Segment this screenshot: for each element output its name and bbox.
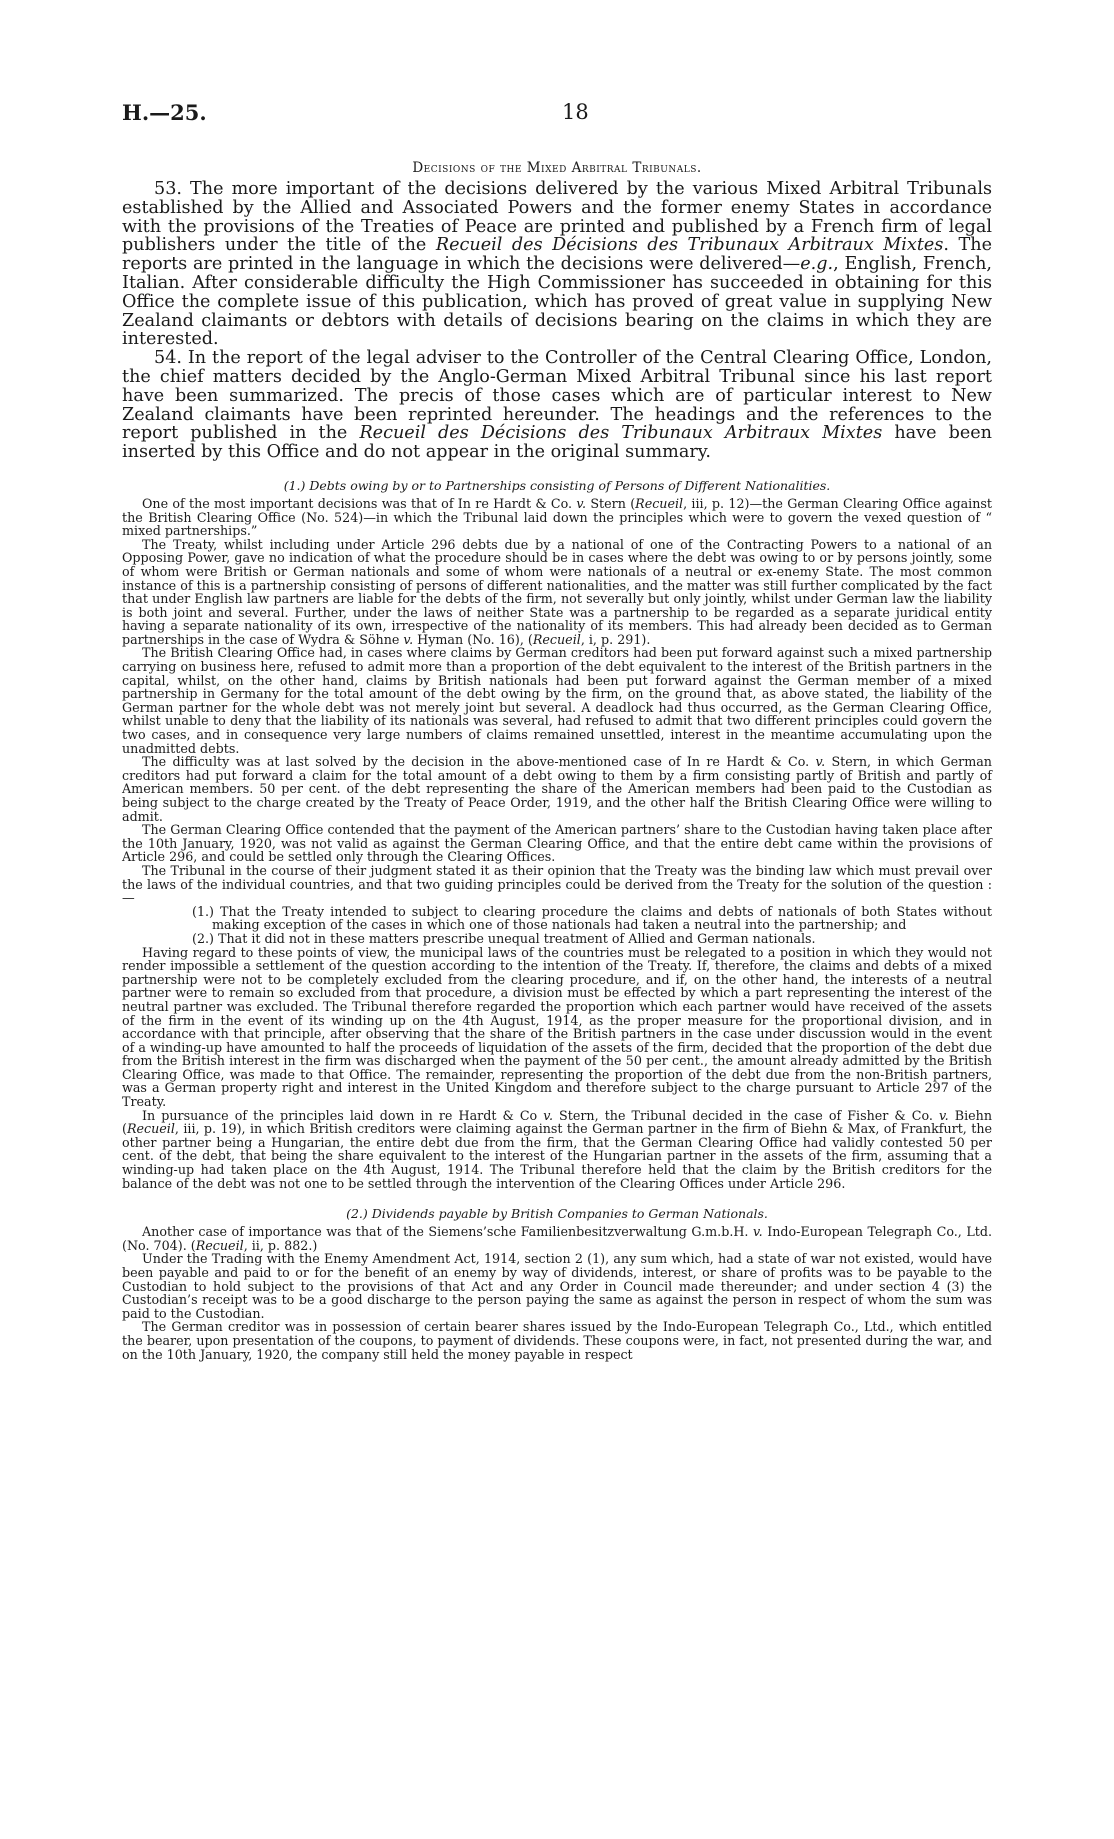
- paragraph-54: [122, 349, 992, 462]
- italic-text: v.: [543, 1107, 553, 1123]
- text-run: Indo-European Telegraph Co., Ltd. (No. 704). (: [122, 1224, 993, 1253]
- italic-text: v.: [939, 1107, 949, 1123]
- list-item: (2.) That it did not in these matters prescribe unequal treatment of Allied and German nationals.: [192, 930, 816, 946]
- paragraph: [122, 538, 992, 647]
- text-run: Another case of importance was that of the Siemens’sche Familienbesitzverwaltung G.m.b.H.: [142, 1224, 753, 1240]
- subsection-1-heading: (1.) Debts owing by or to Partnerships consisting of Persons of Different Nationalities.: [283, 477, 831, 493]
- text-run: , iii, p. 12)—the German Clearing Office against the British Clearing Office (No. 524)—in which the Tribunal laid down the principles which were to govern the vexed question of “ mixed partnerships.”: [122, 495, 992, 539]
- page-number: 18: [562, 100, 589, 124]
- text-run: Under the Trading with the Enemy Amendment Act, 1914, section 2 (1), any sum which, had a state of war not existed, would have been payable and paid to or for the benefit of an enemy by way of dividends, interest, or share of profits was to be payable to the Custodian to hold subject to the provisions of that Act and any Order in Council made thereunder; and under section 4 (3) the Custodian’s receipt was to be a good discharge to the person paying the same as against the person in respect of whom the sum was paid to the Custodian.: [122, 1251, 992, 1321]
- paragraph: [122, 864, 992, 905]
- intro-paragraphs: [122, 180, 992, 462]
- italic-text: v.: [403, 631, 414, 647]
- italic-text: Recueil: [195, 1237, 244, 1253]
- italic-text: Recueil des Décisions des Tribunaux Arbitraux Mixtes: [359, 423, 883, 444]
- text-run: The German creditor was in possession of certain bearer shares issued by the Indo-European Telegraph Co., Ltd., which entitled the bearer, upon presentation of the coupons, to payment of dividends. These coupons were, in fact, not presented during the war, and on the 10th January, 1920, the company still held the money payable in respect: [122, 1319, 992, 1362]
- text-run: have been inserted by this Office and do not appear in the original summary.: [122, 423, 992, 463]
- section-title: Decisions of the Mixed Arbitral Tribunals.: [412, 160, 702, 176]
- text-run: , iii, p. 19), in which British creditors were claiming against the German partner in the firm of Biehn & Max, of Frankfurt, the other partner being a Hungarian, the entire debt due from the firm, that the German Clearing Office had validly contested 50 per cent. of the debt, that being the share equivalent to the interest of the Hungarian partner in the assets of the firm, assuming that a winding-up had taken place on the 4th August, 1914. The Tribunal therefore held that the claim by the British creditors for the balance of the debt was not one to be settled through the intervention of the Clearing Offices under Article 296.: [122, 1121, 992, 1191]
- text-run: The German Clearing Office contended that the payment of the American partners’ share to the Custodian having taken place after the 10th January, 1920, was not valid as against the German Clearing Office, and that the entire debt came within the provisions of Article 296, and could be settled only through the Clearing Offices.: [122, 822, 992, 865]
- text-run: , English, French, Italian. After considerable difficulty the High Commissioner has succeeded in obtaining for this Office the complete issue of this publication, which has proved of great value in supplying New Zealand claimants or debtors with details of decisions bearing on the claims in which they are interested.: [122, 254, 992, 350]
- italic-text: Recueil des Décisions des Tribunaux Arbitraux Mixtes: [435, 235, 944, 256]
- italic-text: Recueil: [635, 495, 684, 511]
- text-run: In pursuance of the principles laid down in re Hardt & Co: [142, 1107, 544, 1123]
- page-header: [122, 100, 992, 136]
- paragraph: [122, 1252, 992, 1320]
- text-run: , i, p. 291).: [580, 631, 651, 647]
- list-item: (1.) That the Treaty intended to subject to clearing procedure the claims and debts of nationals of both States without making exception of the cases in which one of those nationals had taken a neutral into the partnership; and: [192, 903, 992, 933]
- paragraph: [122, 1109, 992, 1191]
- text-run: The Tribunal in the course of their judgment stated it as their opinion that the Treaty was the binding law which must prevail over the laws of the individual countries, and that two guiding principles could be derived from the Treaty for the solution of the question :—: [122, 862, 992, 906]
- page-reference: H.—25.: [122, 100, 207, 125]
- subsection-2-heading: (2.) Dividends payable by British Companies to German Nationals.: [346, 1206, 768, 1222]
- text-run: , ii, p. 882.): [243, 1237, 318, 1253]
- text-run: Biehn (: [122, 1107, 993, 1137]
- italic-text: Recueil: [532, 631, 581, 647]
- paragraph: [122, 646, 992, 755]
- text-run: 54. In the report of the legal adviser to the Controller of the Central Clearing Office, London, the chief matters decided by the Anglo-German Mixed Arbitral Tribunal since his last report have been summarized. The precis of those cases which are of particular interest to New Zealand claimants have been reprinted hereunder. The headings and the references to the report published in the: [122, 348, 992, 444]
- italic-text: v.: [753, 1224, 763, 1240]
- text-run: 53. The more important of the decisions delivered by the various Mixed Arbitral Tribunals established by the Allied and Associated Powers and the former enemy States in accordance with the provisions of the Treaties of Peace are printed and published by a French firm of legal publishers under the title of the: [122, 179, 992, 256]
- text-run: The British Clearing Office had, in cases where claims by German creditors had been put forward against such a mixed partnership carrying on business here, refused to admit more than a proportion of the debt equivalent to the interest of the British partners in the capital, whilst, on the other hand, claims by British nationals had been put forward against the German member of a mixed partnership in Germany for the total amount of the debt owing by the firm, on the ground that, as above stated, the liability of the German partner for the whole debt was not merely joint but several. A deadlock had thus occurred, as the German Clearing Office, whilst unable to deny that the liability of its nationals was several, had refused to admit that two different principles could govern the two cases, and in consequence very large numbers of claims remained unsettled, interest in the meantime accumulating upon the unadmitted debts.: [122, 645, 992, 756]
- italic-text: e.g.: [800, 254, 834, 275]
- paragraph: [122, 497, 992, 538]
- document-page: [122, 100, 992, 1361]
- text-run: Stern, the Tribunal decided in the case of Fisher & Co.: [552, 1107, 939, 1123]
- text-run: Hyman (No. 16), (: [413, 631, 533, 647]
- paragraph: [122, 1225, 992, 1252]
- paragraph-53: [122, 180, 992, 349]
- text-run: The Treaty, whilst including under Article 296 debts due by a national of one of the Contracting Powers to a national of an Opposing Power, gave no indication of what the procedure should be in cases where the debt was owing to or by persons jointly, some of whom were British or German nationals and some of whom were nationals of a neutral or ex-enemy State. The most common instance of this is a partnership consisting of persons of different nationalities, and the matter was still further complicated by the fact that under English law partners are liable for the debts of the firm, not severally but only jointly, whilst under German law the liability is both joint and several. Further, under the laws of neither State was a partnership to be regarded as a separate juridical entity having a separate nationality of its own, irrespective of the nationality of its members. This had already been decided as to German partnerships in the case of Wydra & Söhne: [122, 536, 992, 647]
- text-run: Stern (: [586, 495, 636, 511]
- paragraph: [122, 755, 992, 823]
- paragraph: [122, 823, 992, 864]
- text-run: Stern, in which German creditors had put forward a claim for the total amount of a debt owing to them by a firm consisting partly of British and partly of American members. 50 per cent. of the debt representing the share of the American members had been paid to the Custodian as being subject to the charge created by the Treaty of Peace Order, 1919, and the other half the British Clearing Office were willing to admit.: [122, 754, 992, 824]
- text-run: Having regard to these points of view, the municipal laws of the countries must be relegated to a position in which they would not render impossible a settlement of the question according to the intention of the Treaty. If, therefore, the claims and debts of a mixed partnership were not to be completely excluded from the clearing procedure, and if, on the other hand, the interests of a neutral partner were to remain so excluded from that procedure, a division must be effected by which a part representing the interest of the neutral partner was excluded. The Tribunal therefore regarded the proportion which each partner would have received of the assets of the firm in the event of its winding up on the 4th August, 1914, as the proper measure for the proportional division, and in accordance with that principle, after observing that the share of the British partners in the case under discussion would in the event of a winding-up have amounted to half the proceeds of liquidation of the assets of the firm, decided that the proportion of the debt due from the British interest in the firm was discharged when the payment of the 50 per cent., the amount already admitted by the British Clearing Office, was made to that Office. The remainder, representing the proportion of the debt due from the non-British partners, was a German property right and interest in the United Kingdom and therefore subject to the charge pursuant to Article 297 of the Treaty.: [122, 944, 992, 1110]
- text-run: The difficulty was at last solved by the decision in the above-mentioned case of In re Hardt & Co.: [142, 754, 816, 770]
- text-run: . The reports are printed in the language in which the decisions were delivered—: [122, 235, 992, 275]
- italic-text: v.: [576, 495, 587, 511]
- paragraph: [122, 946, 992, 1109]
- italic-text: v.: [815, 754, 826, 770]
- text-run: One of the most important decisions was that of In re Hardt & Co.: [142, 495, 577, 511]
- italic-text: Recueil: [126, 1121, 175, 1137]
- paragraph: [122, 1320, 992, 1361]
